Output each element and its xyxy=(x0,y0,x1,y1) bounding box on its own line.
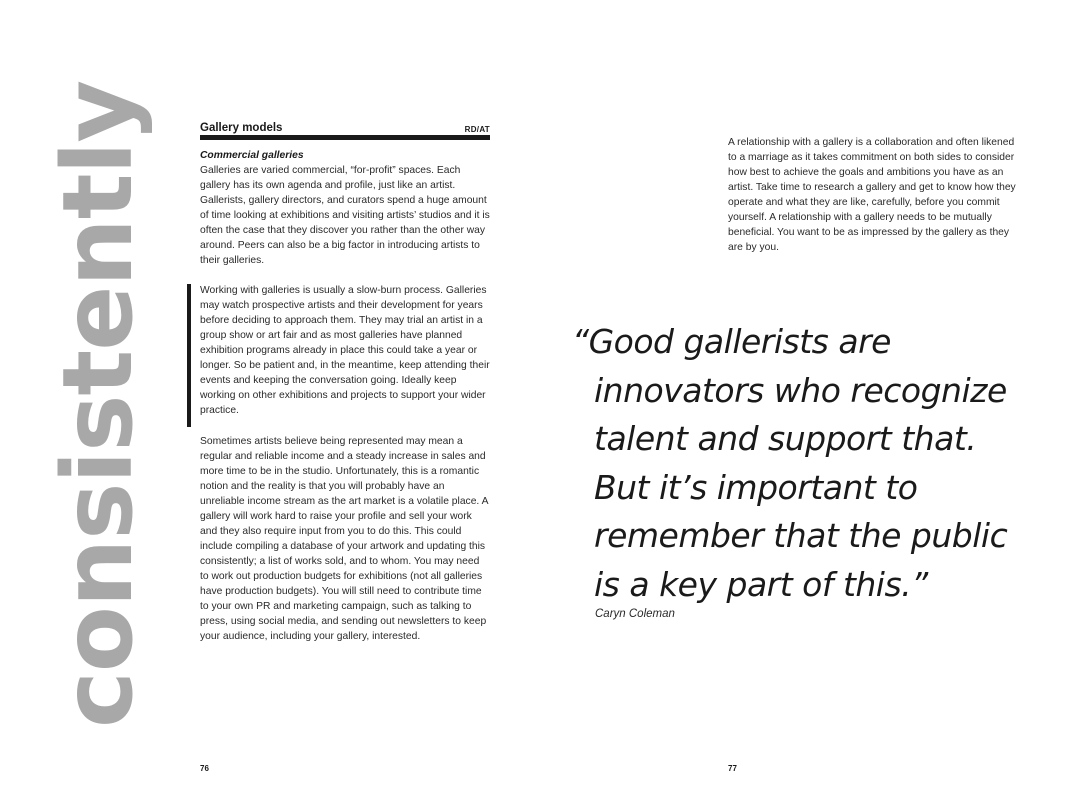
left-page-column xyxy=(200,119,490,644)
section-header-rule xyxy=(200,135,490,140)
quote-line: innovators who recognize xyxy=(594,370,1007,410)
page-number-right: 77 xyxy=(728,764,737,773)
section-header xyxy=(200,119,490,134)
page-number-left: 76 xyxy=(200,764,209,773)
section-code: RD/AT xyxy=(464,125,490,134)
right-page-column xyxy=(728,135,1018,255)
side-display-word-text: consistently xyxy=(42,80,154,728)
quote-line: “Good gallerists are xyxy=(572,322,891,361)
margin-bar xyxy=(187,284,191,427)
quote-attribution: Caryn Coleman xyxy=(595,608,675,620)
quote-line: remember that the public xyxy=(594,516,1008,555)
subheading-commercial-galleries: Commercial galleries xyxy=(200,150,304,161)
body-paragraph-2: Working with galleries is usually a slow-burn process. Galleries may watch prospective artists and their development for years before deciding to approach them. They may trial an artist in a group show or art fair and as most galleries have planned exhibition programs already in place this could take a year or longer. So be patient and, in the meantime, keep attending their events and keeping the conversation going. Ideally keep working on other exhibitions and projects to support your wider practice. xyxy=(200,285,490,416)
highlighted-paragraph xyxy=(200,283,490,418)
pull-quote xyxy=(572,318,1032,609)
side-display-word xyxy=(42,80,154,728)
section-title: Gallery models xyxy=(200,122,283,134)
quote-line: talent and support that. xyxy=(594,419,977,458)
body-paragraph-3: Sometimes artists believe being represented may mean a regular and reliable income and a steady increase in sales and more time to be in the studio. Unfortunately, this is a romantic notion and the reality is that you will probably have an unreliable income stream as the art market is a volatile place. A gallery will work hard to raise your profile and sell your work and they also require input from you to do this. This could include compiling a database of your artwork and updating this consistently; a list of works sold, and to whom. You may need to work out production budgets for exhibitions (not all galleries have production budgets). You will still need to contribute time to your own PR and marketing campaign, such as talking to press, using social media, and sending out newsletters to keep your audience, including your gallery, interested. xyxy=(200,436,488,642)
body-paragraph-1: Galleries are varied commercial, “for-profit” spaces. Each gallery has its own agenda and profile, just like an artist. Gallerists, gallery directors, and curators spend a huge amount of time looking at exhibitions and visiting artists’ studios and it is often the case that they discover you rather than the other way around. Peers can also be a big factor in introducing artists to their galleries. xyxy=(200,165,490,266)
quote-line: But it’s important to xyxy=(594,467,918,507)
right-body-paragraph: A relationship with a gallery is a collaboration and often likened to a marriage as it takes commitment on both sides to consider how best to achieve the goals and ambitions you have as an artist. Take time to research a gallery and get to know how they operate and what they are like, carefully, before you commit yourself. A relationship with a gallery needs to be mutually beneficial. You want to be as impressed by the gallery as they are by you. xyxy=(728,137,1016,253)
quote-line: is a key part of this.” xyxy=(594,564,928,604)
